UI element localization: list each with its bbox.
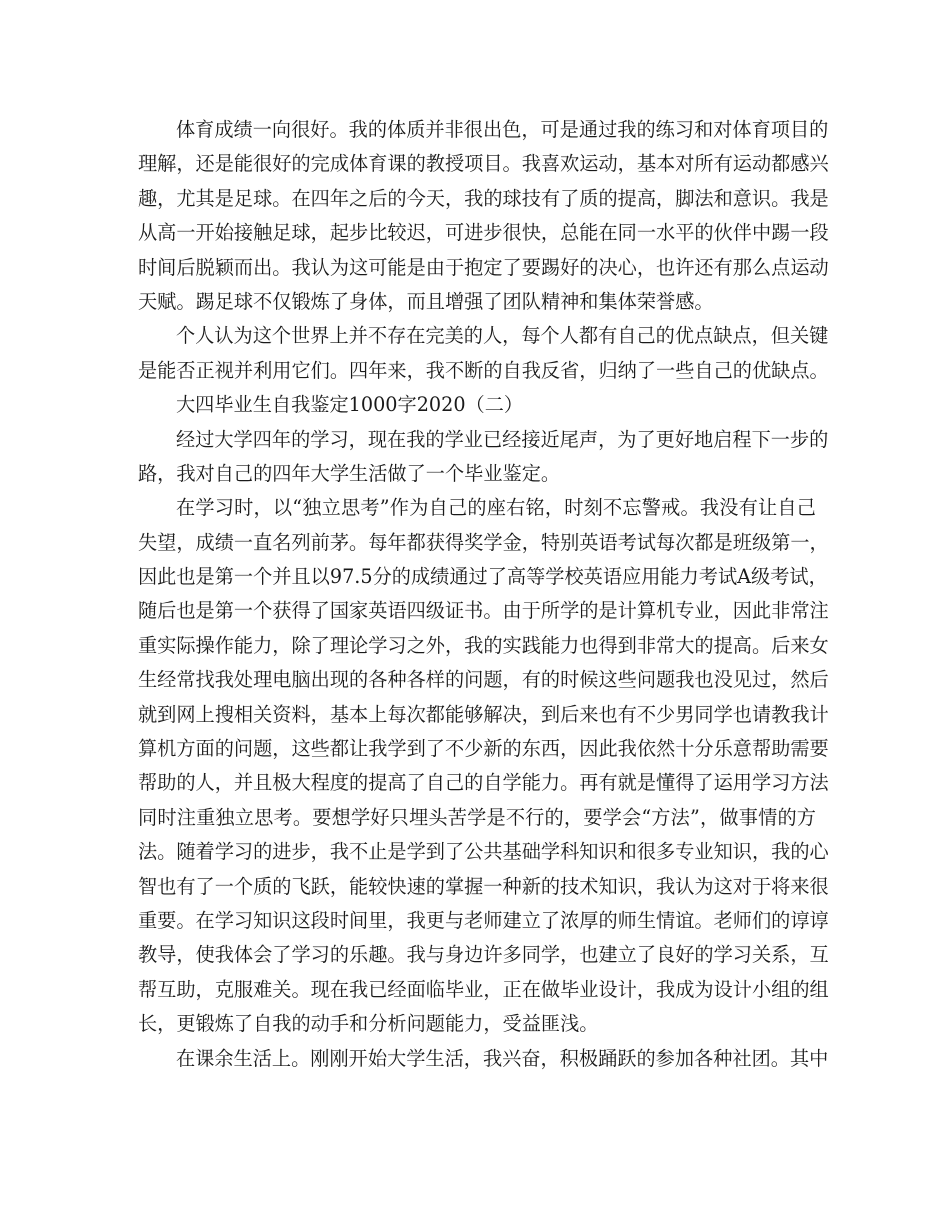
section-heading: 大四毕业生自我鉴定1000字2020（二） [176, 393, 524, 417]
paragraph-line: 是能否正视并利用它们。四年来，我不断的自我反省，归纳了一些自己的优缺点。 [138, 358, 829, 382]
paragraph-line: 因此也是第一个并且以97.5分的成绩通过了高等学校英语应用能力考试A级考试， [138, 565, 828, 589]
paragraph-line: 教导，使我体会了学习的乐趣。我与身边许多同学，也建立了良好的学习关系，互 [138, 943, 829, 967]
paragraph-line: 帮助的人，并且极大程度的提高了自己的自学能力。再有就是懂得了运用学习方法 [138, 771, 829, 795]
paragraph-line: 体育成绩一向很好。我的体质并非很出色，可是通过我的练习和对体育项目的 [176, 118, 829, 141]
paragraph-line: 法。随着学习的进步，我不止是学到了公共基础学科知识和很多专业知识，我的心 [138, 840, 829, 864]
paragraph-line: 算机方面的问题，这些都让我学到了不少新的东西，因此我依然十分乐意帮助需要 [138, 737, 829, 761]
paragraph-line: 就到网上搜相关资料，基本上每次都能够解决，到后来也有不少男同学也请教我计 [138, 702, 829, 726]
paragraph-line: 路，我对自己的四年大学生活做了一个毕业鉴定。 [138, 461, 561, 485]
paragraph-line: 生经常找我处理电脑出现的各种各样的问题，有的时候这些问题我也没见过，然后 [138, 668, 829, 692]
paragraph-line: 重要。在学习知识这段时间里，我更与老师建立了浓厚的师生情谊。老师们的谆谆 [138, 908, 829, 932]
paragraph-line: 智也有了一个质的飞跃，能较快速的掌握一种新的技术知识，我认为这对于将来很 [138, 874, 829, 898]
paragraph-line: 理解，还是能很好的完成体育课的教授项目。我喜欢运动，基本对所有运动都感兴 [138, 152, 829, 176]
paragraph-line: 从高一开始接触足球，起步比较迟，可进步很快，总能在同一水平的伙伴中踢一段 [138, 221, 829, 245]
paragraph-line: 随后也是第一个获得了国家英语四级证书。由于所学的是计算机专业，因此非常注 [138, 599, 829, 623]
paragraph-line: 经过大学四年的学习，现在我的学业已经接近尾声，为了更好地启程下一步的 [176, 427, 829, 451]
paragraph-line: 重实际操作能力，除了理论学习之外，我的实践能力也得到非常大的提高。后来女 [138, 633, 829, 657]
paragraph-line: 趣，尤其是足球。在四年之后的今天，我的球技有了质的提高，脚法和意识。我是 [138, 186, 829, 210]
paragraph-line: 在学习时，以“独立思考”作为自己的座右铭，时刻不忘警戒。我没有让自己 [176, 496, 816, 520]
paragraph-line: 同时注重独立思考。要想学好只埋头苦学是不行的，要学会“方法”，做事情的方 [138, 805, 816, 829]
paragraph-line: 长，更锻炼了自我的动手和分析问题能力，受益匪浅。 [138, 1012, 599, 1036]
paragraph-line: 时间后脱颖而出。我认为这可能是由于抱定了要踢好的决心，也许还有那么点运动 [138, 255, 829, 279]
paragraph-line: 在课余生活上。刚刚开始大学生活，我兴奋，积极踊跃的参加各种社团。其中 [176, 1046, 829, 1070]
paragraph-line: 帮互助，克服难关。现在我已经面临毕业，正在做毕业设计，我成为设计小组的组 [138, 977, 829, 1001]
paragraph-line: 个人认为这个世界上并不存在完美的人，每个人都有自己的优点缺点，但关键 [176, 324, 829, 348]
paragraph-line: 失望，成绩一直名列前茅。每年都获得奖学金，特别英语考试每次都是班级第一， [138, 530, 829, 554]
paragraph-line: 天赋。踢足球不仅锻炼了身体，而且增强了团队精神和集体荣誉感。 [138, 289, 714, 313]
document-body [138, 113, 829, 1076]
